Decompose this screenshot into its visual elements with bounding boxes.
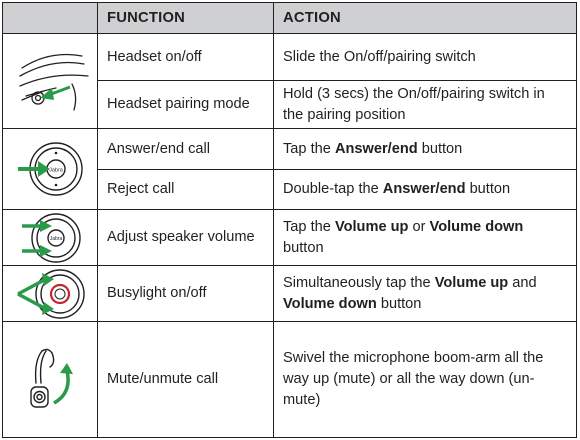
table-row <box>3 322 577 438</box>
action-text: Tap the <box>283 218 335 235</box>
bold-term: Volume down <box>283 295 377 312</box>
action-text: button <box>376 295 422 312</box>
action-cell <box>274 322 577 438</box>
table-row <box>3 34 577 81</box>
answer-end-button-icon <box>3 129 98 210</box>
action-text: Swivel the microphone boom-arm all the way up (mute) or all the way down (un-mute) <box>283 350 544 408</box>
header-action: ACTION <box>274 3 577 34</box>
function-table <box>2 2 577 438</box>
function-cell: Answer/end call <box>98 129 274 170</box>
action-cell <box>274 266 577 322</box>
header-row <box>3 3 577 34</box>
volume-buttons-icon <box>3 210 98 266</box>
action-cell <box>274 170 577 210</box>
header-icon-cell <box>3 3 98 34</box>
table-row <box>3 266 577 322</box>
function-cell: Headset on/off <box>98 34 274 81</box>
function-cell: Headset pairing mode <box>98 81 274 129</box>
action-text: Slide the On/off/pairing switch <box>283 48 476 65</box>
bold-term: Answer/end <box>334 140 418 157</box>
action-text: Simultaneously tap the <box>283 274 435 291</box>
button-logo-text: Jabra <box>49 167 63 174</box>
bold-term: Volume up <box>334 218 409 235</box>
action-cell <box>274 81 577 129</box>
action-text: button <box>417 140 463 157</box>
table-row <box>3 210 577 266</box>
function-cell: Busylight on/off <box>98 266 274 322</box>
action-text: Tap the <box>283 140 335 157</box>
bold-term: Volume down <box>429 218 524 235</box>
bold-term: Volume up <box>434 274 509 291</box>
microphone-boom-icon <box>3 322 98 438</box>
action-text: Hold (3 secs) the On/off/pairing switch in the pairing position <box>283 85 545 123</box>
action-cell <box>274 210 577 266</box>
function-cell: Mute/unmute call <box>98 322 274 438</box>
action-text: or <box>408 218 430 235</box>
action-text: and <box>508 274 537 291</box>
action-text: button <box>465 181 511 197</box>
action-text: Double-tap the <box>283 181 383 197</box>
function-cell: Reject call <box>98 170 274 210</box>
table-row <box>3 129 577 170</box>
headset-switch-icon <box>3 34 98 129</box>
bold-term: Answer/end <box>382 181 466 197</box>
action-cell <box>274 34 577 81</box>
header-function: FUNCTION <box>98 3 274 34</box>
action-cell <box>274 129 577 170</box>
function-cell: Adjust speaker volume <box>98 210 274 266</box>
busylight-icon <box>3 266 98 322</box>
button-logo-text: Jabra <box>49 235 63 242</box>
action-text: button <box>283 239 324 256</box>
